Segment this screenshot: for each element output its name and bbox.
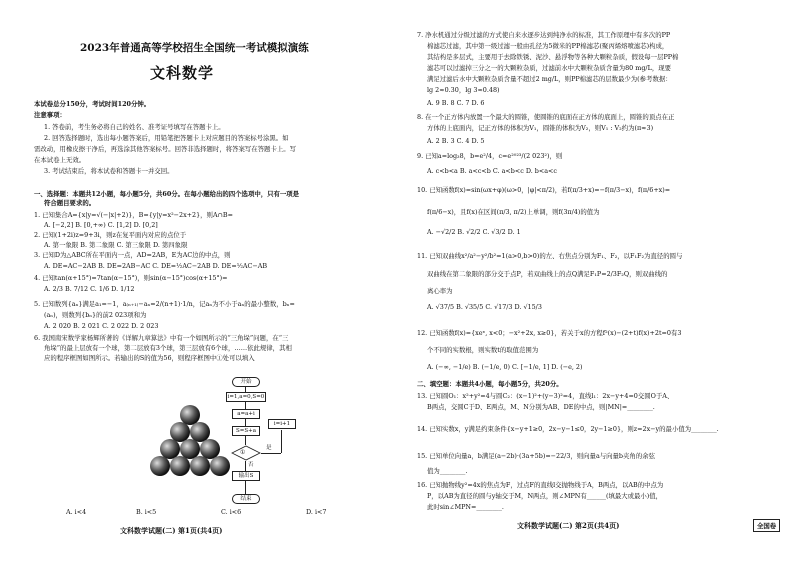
question-line: 2. 已知(1+2i)z=9+3i，则z在复平面内对应的点位于	[34, 231, 187, 239]
options-line: A. DE=AC−2AB B. DE=2AB−AC C. DE=½AC−2AB D. DE=½AC−AB	[44, 262, 268, 270]
options-line: A. [−2,2] B. [0,+∞) C. [1,2] D. [0,2]	[44, 221, 158, 229]
question-line: 7. 净水机通过分级过滤的方式使自来水逐步达到纯净水的标准，其工作原理中有多次的PP	[417, 31, 671, 39]
section-heading: 二、填空题：本题共4小题，每小题5分，共20分。	[417, 380, 563, 388]
exam-title: 2023年普通高等学校招生全国统一考试模拟演练	[80, 42, 309, 54]
question-line: 1. 已知集合A={x|y=√(−|x|+2)}，B={y|y=x²−2x+2}，则A∩B=	[34, 211, 233, 219]
notice-line: 需改动，用橡皮擦干净后，再选涂其他答案标号。回答非选择题时，将答案写在答题卡上。写	[34, 145, 297, 153]
question-line: P，以AB为直径的圆与y轴交于M，N两点，则∠MPN有______(填最大或最小)值，	[427, 492, 663, 500]
page-footer: 文科数学试题(二) 第1页(共4页)	[120, 526, 223, 535]
question-line: 11. 已知双曲线x²/a²−y²/b²=1(a>0,b>0)的左、右焦点分别为F₁、F₂，以F₁F₂为直径的圆与	[417, 252, 683, 260]
question-line: B两点，交圆C于D、E两点，M、N分别为AB、DE的中点，则|MN|=________.	[427, 403, 655, 411]
flow-end: 结束	[232, 494, 260, 504]
question-line: 3. 已知D为△ABC所在平面内一点，AD=2AB，E为AC边的中点，则	[34, 251, 231, 259]
question-line: 角垛”的最上层放有一个球，第二层放有3个球，第三层放有6个球，……依此规律，其相	[44, 344, 292, 352]
flow-yes-label: 是	[266, 445, 272, 451]
question-line: 9. 已知a=log₃8，b=e²/4，c=e²⁰²³/(2 023²)，则	[417, 152, 563, 160]
options-line: A. c<b<a B. a<c<b C. a<b<c D. b<a<c	[427, 167, 557, 175]
options-line: A. 2/3 B. 7/12 C. 1/6 D. 1/12	[44, 285, 135, 293]
question-line: lg 2≈0.30，lg 3≈0.48)	[427, 86, 500, 94]
options-line: A. 2 020 B. 2 021 C. 2 022 D. 2 023	[44, 322, 159, 330]
question-line: 其结构是多层式，主要用于去除铁锈、泥沙、悬浮物等各种大颗粒杂质，假设每一层PP棉	[427, 53, 679, 61]
question-line: 13. 已知圆O₁：x²+y²=4与圆C₂：(x−1)²+(y−3)²=4，直线l₁：2x−y+4=0交圆O于A、	[417, 392, 674, 400]
section-heading: 符合题目要求的。	[44, 199, 96, 207]
page-footer: 文科数学试题(二) 第2页(共4页)	[517, 521, 620, 530]
flow-decision-label: ①	[240, 449, 246, 456]
option-b: B. i<5	[136, 508, 157, 516]
question-line: 滤芯可以过滤掉三分之一的大颗粒杂质，过滤前水中大颗粒杂质含量为80 mg/L，现要	[427, 64, 671, 72]
question-line: 双曲线在第二象限的部分交于点P，若双曲线上的点Q满足F₁P=2/3F₂Q，则双曲线的	[427, 270, 668, 278]
flow-increment: i=i+1	[268, 419, 296, 429]
flow-output: 输出S	[232, 471, 260, 481]
flow-start: 开始	[232, 377, 260, 387]
flow-init: i=1,a=0,S=0	[227, 394, 265, 400]
subject-title: 文科数学	[150, 64, 215, 82]
question-line: 15. 已知单位向量a，b满足(a−2b)·(3a+5b)=−22/3，则向量a与向量b夹角的余弦	[417, 452, 655, 460]
question-line: 棉滤芯过滤，其中第一级过滤一般由孔径为5微米的PP棉滤芯(聚丙烯熔喷滤芯)构成，	[427, 42, 669, 50]
flow-decision	[231, 445, 261, 461]
notice-line: 1. 答卷前，考生务必将自己的姓名、准考证号填写在答题卡上。	[44, 123, 225, 131]
question-line: 方体的上底面内，记正方体的体积为V₁，圆锥的体积为V₂，则V₁ : V₂约为(π≈3)	[427, 124, 654, 132]
question-line: 值为________.	[427, 467, 468, 475]
question-line: 4. 已知tan(α+15°)=7tan(α−15°)，则sin(α−15°)cos(α+15°)=	[34, 274, 228, 282]
question-line: 12. 已知函数f(x)={xeˣ, x<0；−x²+2x, x≥0}，若关于x的方程f²(x)−(2+t)f(x)+2t=0有3	[417, 329, 682, 337]
option-c: C. i<6	[221, 508, 242, 516]
question-line: 应的程序框图如图所示。若输出的S的值为56，则程序框图中①处可以填入	[44, 354, 255, 362]
option-a: A. i<4	[66, 508, 87, 516]
flow-step-a: a=a+i	[232, 409, 260, 419]
question-line: 满足过滤后水中大颗粒杂质含量不超过2 mg/L，则PP棉滤芯的层数最少为(参考数据：	[427, 75, 672, 83]
sphere-stack-figure	[140, 400, 240, 490]
question-line: 16. 已知抛物线y²=4x的焦点为F，过点F的直线l交抛物线于A，B两点，以AB的中点为	[417, 481, 664, 489]
region-badge: 全国卷	[753, 519, 780, 532]
options-line: A. 2 B. 3 C. 4 D. 5	[427, 137, 485, 145]
notice-line: 3. 考试结束后，将本试卷和答题卡一并交回。	[44, 167, 174, 175]
question-line: 14. 已知实数x，y满足约束条件{x−y+1≥0，2x−y−1≤0，2y−1≥0}，则z=2x−y的最小值为________.	[417, 425, 719, 433]
options-line: A. −√2/2 B. √2/2 C. √3/2 D. 1	[427, 228, 521, 236]
question-line: 个不同的实数根，则实数t的取值范围为	[427, 346, 539, 354]
options-line: A. √37/5 B. √35/5 C. √17/3 D. √15/3	[427, 303, 542, 311]
flow-no-label: 否	[248, 462, 254, 468]
notice-line: 2. 回答选择题时，选出每小题答案后，用铅笔把答题卡上对应题目的答案标号涂黑。如	[44, 134, 289, 142]
section-heading: 一、选择题：本题共12小题，每小题5分，共60分。在每小题给出的四个选项中，只有一项是	[34, 190, 300, 198]
question-line: 6. 我国南宋数学家杨辉所著的《详解九章算法》中有一个如图所示的“三角垛”问题，在“三	[34, 334, 289, 342]
options-line: A. (−∞, −1/e) B. (−1/e, 0) C. [−1/e, 1] D. (−e, 2)	[427, 363, 583, 371]
options-line: A. 9 B. 8 C. 7 D. 6	[427, 99, 485, 107]
question-line: 10. 已知函数f(x)=sin(ωx+φ)(ω>0，|φ|<π/2)，若f(π/3+x)=−f(π/3−x)，f(π/6+x)=	[417, 186, 671, 194]
options-line: A. 第一象限 B. 第二象限 C. 第三象限 D. 第四象限	[44, 241, 188, 249]
question-line: f(π/6−x)，且f(x)在区间(π/3, π/2)上单调，则f(3π/4)的值为	[427, 208, 600, 216]
notice-heading: 注意事项：	[34, 111, 66, 119]
exam-info: 本试卷总分150分，考试时间120分钟。	[34, 100, 151, 108]
question-line: 此时sin∠MPN=________.	[427, 503, 504, 511]
question-line: 离心率为	[427, 287, 453, 295]
question-line: 5. 已知数列{aₙ}满足a₁=−1，a₍ₙ₊₁₎−aₙ=2/(n+1)·1/n，记aₙ为不小于aₙ的最小整数，bₙ=	[34, 300, 295, 308]
question-line: (aₙ)，则数列{bₙ}的前2 023项和为	[44, 311, 147, 319]
notice-line: 在本试卷上无效。	[34, 156, 86, 164]
option-d: D. i<7	[306, 508, 327, 516]
page-right	[397, 0, 794, 562]
flow-step-s: S=S+a	[232, 426, 260, 436]
question-line: 8. 在一个正方体内放置一个最大的圆锥，使圆锥的底面在正方体的底面上，圆锥的顶点在正	[417, 113, 675, 121]
